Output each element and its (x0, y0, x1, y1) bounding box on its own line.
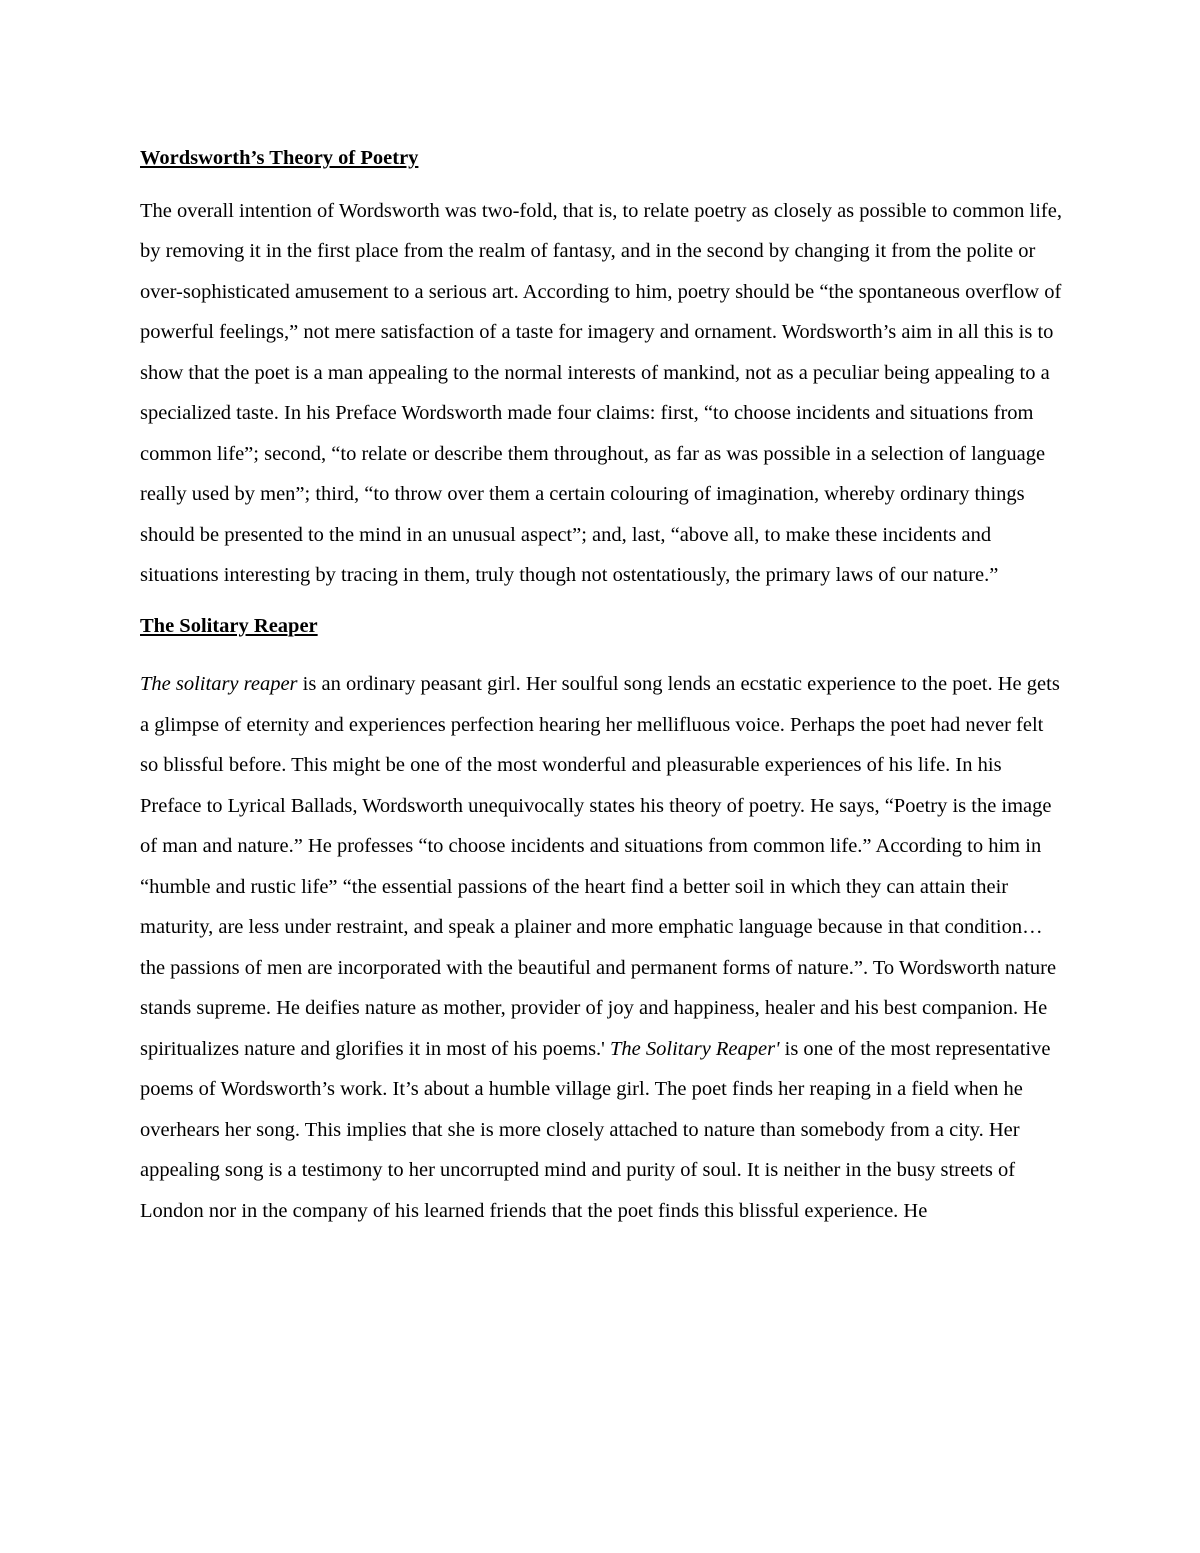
italic-title-lead: The solitary reaper (140, 673, 298, 695)
section-heading-theory-of-poetry: Wordsworth’s Theory of Poetry (140, 147, 419, 169)
section-heading-solitary-reaper: The Solitary Reaper (140, 614, 318, 637)
paragraph-text-part-1: is an ordinary peasant girl. Her soulful song lends an ecstatic experience to the poet. He gets a glimpse of eternity and experiences perfection hearing her mellifluous voice. Perhaps the poet had never felt so blissful before. This might be one of the most wonderful and pleasurable experiences of his life. In his Preface to Lyrical Ballads, Wordsworth unequivocally states his theory of poetry. He says, “Poetry is the image of man and nature.” He professes “to choose incidents and situations from common life.” According to him in “humble and rustic life” “the essential passions of the heart find a better soil in which they can attain their maturity, are less under restraint, and speak a plainer and more emphatic language because in that condition… the passions of men are incorporated with the beautiful and permanent forms of nature.”. To Wordsworth nature stands supreme. He deifies nature as mother, provider of joy and happiness, healer and his best companion. He spiritualizes nature and glorifies it in most of his poems.' (140, 673, 1060, 1060)
paragraph-theory-of-poetry: The overall intention of Wordsworth was two-fold, that is, to relate poetry as closely as possible to common life, by removing it in the first place from the realm of fantasy, and in the second by changing it from the polite or over-sophisticated amusement to a serious art. According to him, poetry should be “the spontaneous overflow of powerful feelings,” not mere satisfaction of a taste for imagery and ornament. Wordsworth’s aim in all this is to show that the poet is a man appealing to the normal interests of mankind, not as a peculiar being appealing to a specialized taste. In his Preface Wordsworth made four claims: first, “to choose incidents and situations from common life”; second, “to relate or describe them throughout, as far as was possible in a selection of language really used by men”; third, “to throw over them a certain colouring of imagination, whereby ordinary things should be presented to the mind in an unusual aspect”; and, last, “above all, to make these incidents and situations interesting by tracing in them, truly though not ostentatiously, the primary laws of our nature.” (140, 199, 1062, 586)
document-body (140, 138, 1065, 1231)
paragraph-text-part-2: is one of the most representative poems of Wordsworth’s work. It’s about a humble village girl. The poet finds her reaping in a field when he overhears her song. This implies that she is more closely attached to nature than somebody from a city. Her appealing song is a testimony to her uncorrupted mind and purity of soul. It is neither in the busy streets of London nor in the company of his learned friends that the poet finds this blissful experience. He (140, 1037, 1051, 1222)
paragraph-solitary-reaper (140, 664, 1065, 1231)
italic-title-mid: The Solitary Reaper' (610, 1037, 780, 1060)
